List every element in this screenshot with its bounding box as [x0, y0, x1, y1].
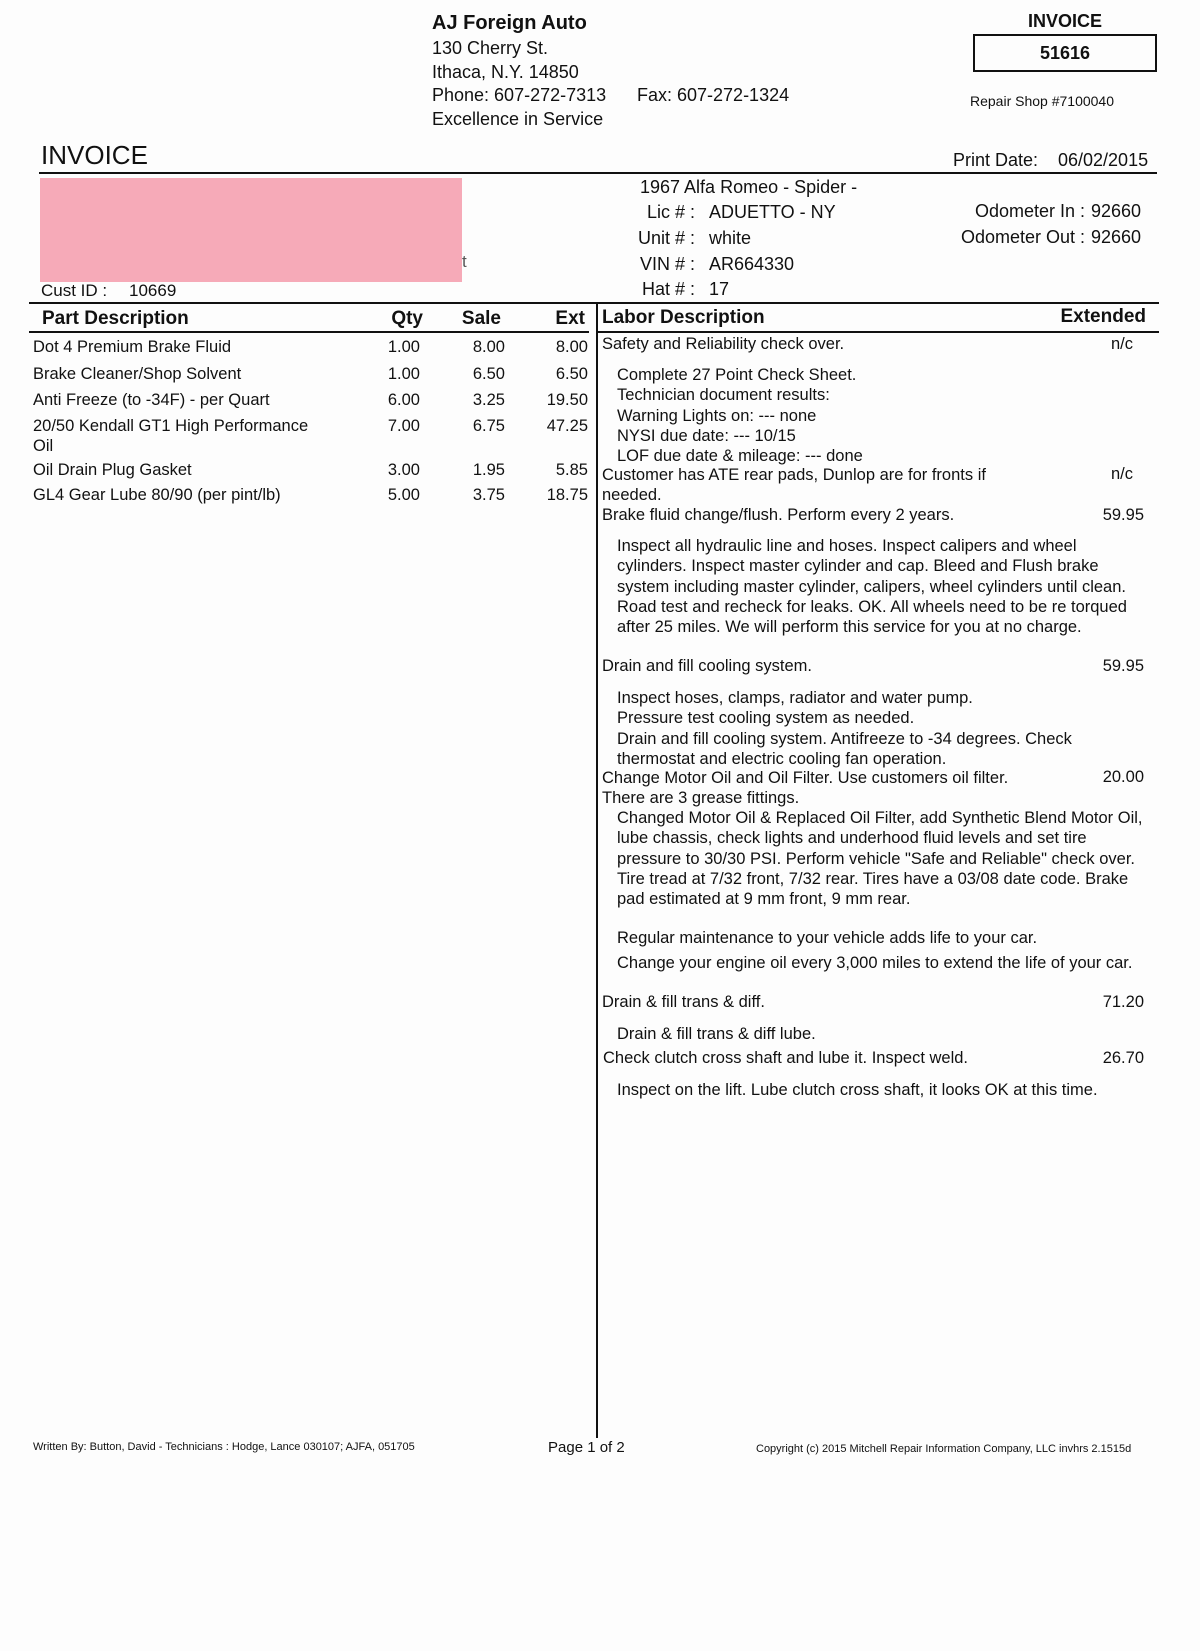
labor-item-detail: Inspect on the lift. Lube clutch cross shaft, it looks OK at this time.	[617, 1081, 1098, 1099]
unit-value: white	[709, 228, 752, 248]
part-qty: 3.00	[387, 461, 420, 479]
company-slogan: Excellence in Service	[432, 109, 604, 129]
labor-item-detail: Change your engine oil every 3,000 miles to extend the life of your car.	[617, 954, 1133, 972]
labor-item-description: Drain & fill trans & diff.	[602, 993, 765, 1011]
labor-item-detail: Inspect all hydraulic line and hoses. Inspect calipers and wheel cylinders. Inspect master cylinder and cap. Bleed and Flush brake system including master cylinder, calipers, wheel cylinders until clean. Road test and recheck for leaks. OK. All wheels need to be re torqued after 25 miles. We will perform this service for you at no charge.	[617, 537, 1127, 637]
invoice-box-label: INVOICE	[1027, 11, 1102, 31]
labor-item-description: Check clutch cross shaft and lube it. Inspect weld.	[603, 1049, 969, 1067]
labor-item-detail: Drain & fill trans & diff lube.	[617, 1025, 816, 1043]
labor-item-amount: n/c	[1110, 465, 1133, 483]
print-date-label: Print Date:	[953, 150, 1039, 170]
page-title: INVOICE	[41, 140, 148, 170]
parts-header-qty: Qty	[391, 308, 423, 329]
part-sale: 8.00	[472, 338, 505, 356]
labor-item-amount: 71.20	[1102, 993, 1144, 1011]
part-qty: 5.00	[387, 486, 420, 504]
odometer-out: 92660	[1091, 227, 1142, 247]
part-qty: 1.00	[387, 338, 420, 356]
vehicle-description: 1967 Alfa Romeo - Spider -	[640, 177, 858, 197]
labor-item-amount: 26.70	[1102, 1049, 1144, 1067]
part-description: GL4 Gear Lube 80/90 (per pint/lb)	[33, 486, 281, 504]
part-description: 20/50 Kendall GT1 High Performance	[33, 417, 309, 435]
part-description: Dot 4 Premium Brake Fluid	[33, 338, 232, 356]
company-street: 130 Cherry St.	[432, 38, 549, 58]
repair-shop-number: Repair Shop #7100040	[970, 93, 1115, 109]
labor-item-amount: 59.95	[1102, 506, 1144, 524]
part-sale: 1.95	[472, 461, 505, 479]
labor-item-description: Safety and Reliability check over.	[602, 335, 845, 353]
odometer-out-label: Odometer Out :	[960, 227, 1085, 247]
part-description: Oil Drain Plug Gasket	[33, 461, 192, 479]
labor-header-extended: Extended	[1060, 306, 1146, 327]
part-ext: 6.50	[555, 365, 588, 383]
labor-item-detail: Changed Motor Oil & Replaced Oil Filter, add Synthetic Blend Motor Oil, lube chassis, check lights and underhood fluid levels and set tire pressure to 30/30 PSI. Perform vehicle "Safe and Reliable" check over. Tire tread at 7/32 front, 7/32 rear. Tires have a 03/08 date code. Brake pad estimated at 9 mm front, 9 mm rear.	[617, 809, 1143, 909]
part-qty: 1.00	[387, 365, 420, 383]
unit-label: Unit # :	[637, 228, 695, 248]
part-sale: 3.75	[472, 486, 505, 504]
part-sale: 3.25	[472, 391, 505, 409]
labor-header-rule	[596, 331, 1159, 333]
cust-id-label: Cust ID :	[41, 281, 108, 300]
redacted-customer-info	[40, 178, 462, 282]
table-top-rule	[29, 302, 1159, 304]
print-date: 06/02/2015	[1058, 150, 1149, 170]
part-description: Anti Freeze (to -34F) - per Quart	[33, 391, 270, 409]
company-name: AJ Foreign Auto	[432, 12, 587, 34]
part-ext: 47.25	[546, 417, 588, 435]
labor-item-description: Brake fluid change/flush. Perform every 2 years.	[602, 506, 955, 524]
labor-item-detail: Complete 27 Point Check Sheet. Technician document results: Warning Lights on: --- none NYSI due date: --- 10/15 LOF due date & mileage: --- done	[617, 366, 863, 466]
part-ext: 8.00	[555, 338, 588, 356]
parts-header-sale: Sale	[461, 308, 501, 329]
labor-item-description: Drain and fill cooling system.	[602, 657, 813, 675]
company-phone: Phone: 607-272-7313	[432, 85, 607, 105]
parts-header-rule	[29, 331, 589, 333]
part-qty: 6.00	[387, 391, 420, 409]
labor-item-amount: 20.00	[1102, 768, 1144, 786]
cust-id: 10669	[129, 281, 177, 300]
part-sale: 6.50	[472, 365, 505, 383]
odometer-in-label: Odometer In :	[974, 201, 1085, 221]
part-ext: 19.50	[546, 391, 588, 409]
written-by: Written By: Button, David - Technicians : Hodge, Lance 030107; AJFA, 051705	[33, 1441, 415, 1453]
lic-label: Lic # :	[646, 202, 695, 222]
labor-item-description: Customer has ATE rear pads, Dunlop are for fronts if needed.	[602, 466, 986, 504]
labor-item-amount: 59.95	[1102, 657, 1144, 675]
odometer-in: 92660	[1091, 201, 1142, 221]
lic-value: ADUETTO - NY	[709, 202, 836, 222]
column-divider	[596, 303, 598, 1438]
parts-header-description: Part Description	[42, 308, 189, 329]
copyright: Copyright (c) 2015 Mitchell Repair Information Company, LLC invhrs 2.1515d	[756, 1443, 1132, 1455]
labor-item-detail: Regular maintenance to your vehicle adds life to your car.	[617, 929, 1038, 947]
company-city: Ithaca, N.Y. 14850	[432, 62, 579, 82]
labor-item-detail: Inspect hoses, clamps, radiator and water pump. Pressure test cooling system as needed. Drain and fill cooling system. Antifreeze to -34 degrees. Check thermostat and electric cooling fan operation.	[617, 689, 1072, 768]
hat-label: Hat # :	[641, 279, 695, 299]
part-sale: 6.75	[472, 417, 505, 435]
vin-value: AR664330	[709, 254, 795, 274]
invoice-number: 51616	[973, 34, 1157, 72]
part-description: Brake Cleaner/Shop Solvent	[33, 365, 242, 383]
labor-header-description: Labor Description	[602, 307, 765, 328]
header-divider	[39, 172, 1157, 174]
parts-header-ext: Ext	[555, 308, 585, 329]
part-ext: 18.75	[546, 486, 588, 504]
part-description-continued: Oil	[33, 437, 54, 455]
labor-item-description: Change Motor Oil and Oil Filter. Use customers oil filter. There are 3 grease fittings.	[602, 769, 1009, 807]
redaction-fragment: t	[462, 252, 467, 271]
labor-item-amount: n/c	[1110, 335, 1133, 353]
company-fax: Fax: 607-272-1324	[637, 85, 790, 105]
vin-label: VIN # :	[639, 254, 695, 274]
hat-value: 17	[709, 279, 730, 299]
page-number: Page 1 of 2	[548, 1439, 625, 1456]
part-ext: 5.85	[555, 461, 588, 479]
part-qty: 7.00	[387, 417, 420, 435]
